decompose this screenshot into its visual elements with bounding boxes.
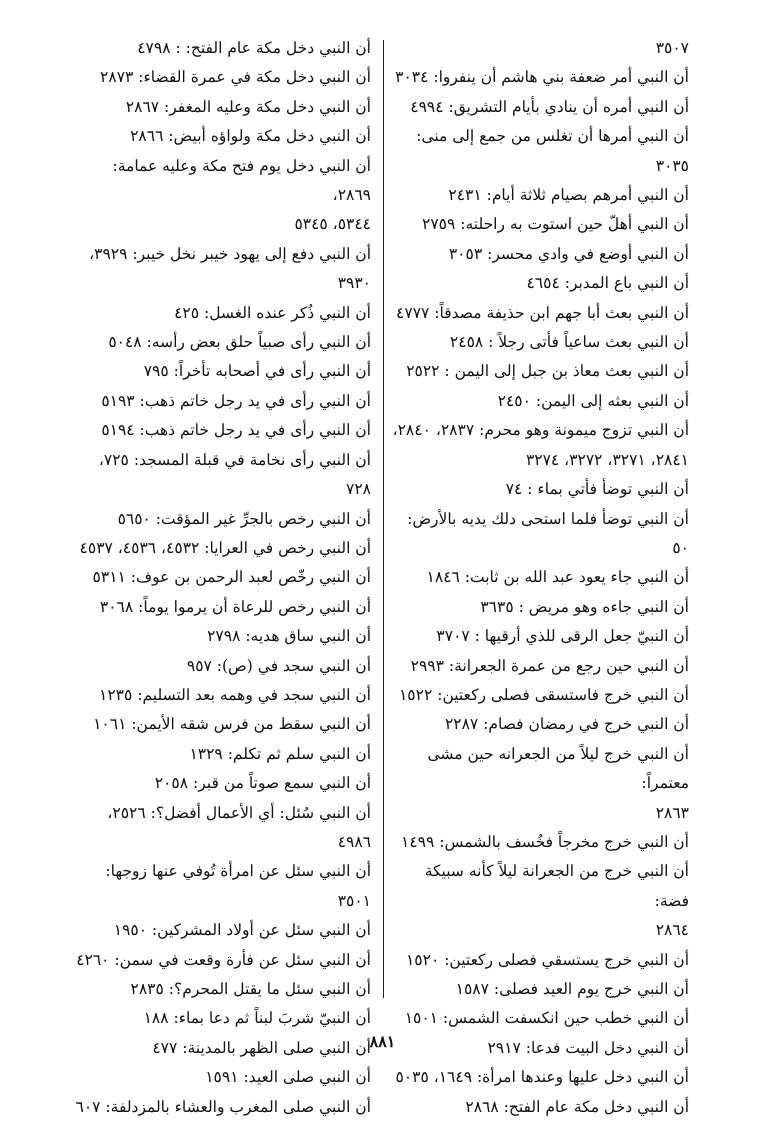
index-entry: أن النبي سئل عن امرأة تُوفي عنها زوجها: ٣٥٠١ (105, 862, 371, 910)
index-entry: أن النبي سئل ما يقتل المحرم؟: ٢٨٣٥ (130, 980, 371, 998)
index-entry: أن النبي سجد في وهمه بعد التسليم: ١٢٣٥ (99, 685, 371, 704)
index-entry: ٣٥٠٧ (655, 39, 689, 57)
index-entry: أن النبي بعث أبا جهم ابن حذيفة مصدقاً: ٤٧٧٧ (396, 303, 689, 322)
index-entry: أن النبي سجد في (ص): ٩٥٧ (186, 656, 371, 675)
index-entry: أن النبي خرج في رمضان فصام: ٢٢٨٧ (444, 715, 689, 734)
index-entry: أن النبي خرج مخرجاً فخُسف بالشمس: ١٤٩٩ (401, 832, 689, 851)
index-entry: أن النبي دخل مكة في عمرة القضاء: ٢٨٧٣ (100, 68, 371, 87)
index-entry: أن النبي جاء يعود عبد الله بن ثابت: ١٨٤٦ (426, 568, 689, 587)
index-entry: أن النبي بعث ساعياً فأتى رجلاً : ٢٤٥٨ (449, 333, 689, 352)
column-divider (383, 40, 384, 998)
index-entry: أن النبي سقط من فرس شقه الأيمن: ١٠٦١ (93, 715, 371, 734)
index-entry: أن النبي رأى نخامة في قبلة المسجد: ٧٢٥، ٧٢٨ (98, 450, 371, 499)
index-entry: أن النبي خرج من الجعرانة ليلاً كأنه سبيكة فضة: (424, 862, 689, 910)
index-entry: أن النبي سمع صوتاً من قبر: ٢٠٥٨ (154, 774, 371, 793)
index-entry: أن النبي رأى في يد رجل خاتم ذهب: ٥١٩٣ (101, 391, 371, 410)
index-entry: أن النبي دخل مكة ولواؤه أبيض: ٢٨٦٦ (130, 127, 371, 146)
index-entry: أن النبي توضأ فأتي بماء : ٧٤ (505, 480, 689, 499)
index-entry: أن النبي رخّص لعبد الرحمن بن عوف: ٥٣١١ (92, 568, 371, 587)
index-entry: أن النبي بعثه إلى اليمن: ٢٤٥٠ (497, 391, 689, 410)
index-entry: أن النبي دخل يوم فتح مكة وعليه عمامة: ٢٨٦٩، (112, 156, 371, 205)
index-entry: أن النبي حين رجع من عمرة الجعرانة: ٢٩٩٣ (410, 656, 689, 675)
index-entry: أن النبي توضأ فلما استحى دلك يديه بالأرض: ٥٠ (407, 509, 689, 557)
index-entry: أن النبيّ جعل الرقى للذي أرقيها : ٣٧٠٧ (436, 627, 689, 646)
index-entry: أن النبي صلى العيد: ١٥٩١ (205, 1068, 371, 1087)
index-entry: أن النبي أمره أن ينادي بأيام التشريق: ٤٩٩٤ (410, 97, 689, 116)
index-entry: أن النبي دفع إلى يهود خيبر نخل خيبر: ٣٩٢٩، (89, 244, 371, 263)
index-entry: أن النبي خرج يوم العيد فصلى: ١٥٨٧ (455, 980, 689, 998)
index-entry: أن النبي رخص للرعاة أن يرموا يوماً: ٣٠٦٨ (99, 597, 371, 616)
right-column (387, 34, 689, 1122)
index-entry: أن النبي سئل عن فأرة وقعت في سمن: ٤٢٦٠ (76, 950, 371, 969)
index-entry: أن النبي دخل عليها وعندها امرأة: ١٦٤٩، ٥٠٣٥ (395, 1068, 689, 1087)
index-entry: ٣٩٣٠ (337, 274, 371, 293)
index-entry: ٢٨٤١، ٣٢٧١، ٣٢٧٢، ٣٢٧٤ (525, 450, 689, 469)
index-entry: أن النبي أمر ضعفة بني هاشم أن ينفروا: ٣٠٣٤ (395, 68, 689, 87)
index-entry: أن النبي جاءه وهو مريض : ٣٦٣٥ (480, 597, 689, 616)
index-entry: أن النبي رخص في العرايا: ٤٥٣٢، ٤٥٣٦، ٤٥٣٧ (79, 538, 371, 557)
index-entry: أن النبي بعث معاذ بن جبل إلى اليمن : ٢٥٢٢ (406, 362, 689, 381)
index-entry: ٥٣٤٤، ٥٣٤٥ (294, 215, 371, 234)
index-entry: أن النبي رخص بالجرِّ غير المؤقت: ٥٦٥٠ (117, 509, 371, 528)
index-entry: ٢٨٦٤ (655, 921, 689, 940)
index-entry: أن النبي سُئل: أي الأعمال أفضل؟: ٢٥٢٦، ٤٩٨٦ (107, 803, 371, 851)
index-entry: أن النبي أمرها أن تغلس من جمع إلى منى: ٣٠٣٥ (416, 127, 689, 175)
index-entry: أن النبي تزوج ميمونة وهو محرم: ٢٨٣٧، ٢٨٤٠، (392, 421, 689, 440)
page-number: ٨٨١ (369, 1032, 396, 1051)
index-entry: أن النبي دخل مكة عام الفتح: : ٤٧٩٨ (137, 39, 371, 57)
index-entry: أن النبي ذُكر عنده الغسل: ٤٢٥ (174, 303, 371, 322)
index-entry: ٢٨٦٣ (655, 803, 689, 822)
index-entry: أن النبي دخل مكة وعليه المغفر: ٢٨٦٧ (125, 97, 371, 116)
left-column (71, 34, 371, 1122)
index-entry: أن النبي رأى في يد رجل خاتم ذهب: ٥١٩٤ (101, 421, 371, 440)
index-entry: أن النبي خرج فاستسقى فصلى ركعتين: ١٥٢٢ (398, 685, 689, 704)
index-entry: أن النبي ساق هديه: ٢٧٩٨ (207, 627, 371, 646)
index-entry: أن النبي خرج يستسقي فصلى ركعتين: ١٥٢٠ (405, 950, 689, 969)
index-entry: أن النبي أهلّ حين استوت به راحلته: ٢٧٥٩ (422, 215, 689, 234)
index-entry: أن النبيّ شربَ لبناً ثم دعا بماء: ١٨٨ (143, 1009, 371, 1028)
index-entry: أن النبي أوضع في وادي محسر: ٣٠٥٣ (448, 244, 689, 263)
index-entry: أن النبي صلى المغرب والعشاء بالمزدلفة: ٦٠٧ (75, 1097, 371, 1116)
index-entry: أن النبي رأى صبياً حلق بعض رأسه: ٥٠٤٨ (108, 333, 371, 352)
index-entry: أن النبي دخل مكة عام الفتح: ٢٨٦٨ (465, 1097, 689, 1116)
index-entry: أن النبي أمرهم بصيام ثلاثة أيام: ٢٤٣١ (448, 186, 689, 205)
index-entry: أن النبي رأى في أصحابه تأخراً: ٧٩٥ (143, 362, 371, 381)
index-entry: أن النبي باع المدبر: ٤٦٥٤ (526, 274, 689, 293)
index-entry: أن النبي دخل البيت فدعا: ٢٩١٧ (487, 1038, 689, 1057)
index-entry: أن النبي صلى الظهر بالمدينة: ٤٧٧ (152, 1038, 371, 1057)
index-entry: أن النبي سلم ثم تكلم: ١٣٢٩ (189, 744, 371, 763)
index-entry: أن النبي خرج ليلاً من الجعرانه حين مشى معتمراً: (427, 744, 689, 793)
index-entry: أن النبي خطب حين انكسفت الشمس: ١٥٠١ (404, 1009, 689, 1028)
index-entry: أن النبي سئل عن أولاد المشركين: ١٩٥٠ (113, 921, 371, 940)
